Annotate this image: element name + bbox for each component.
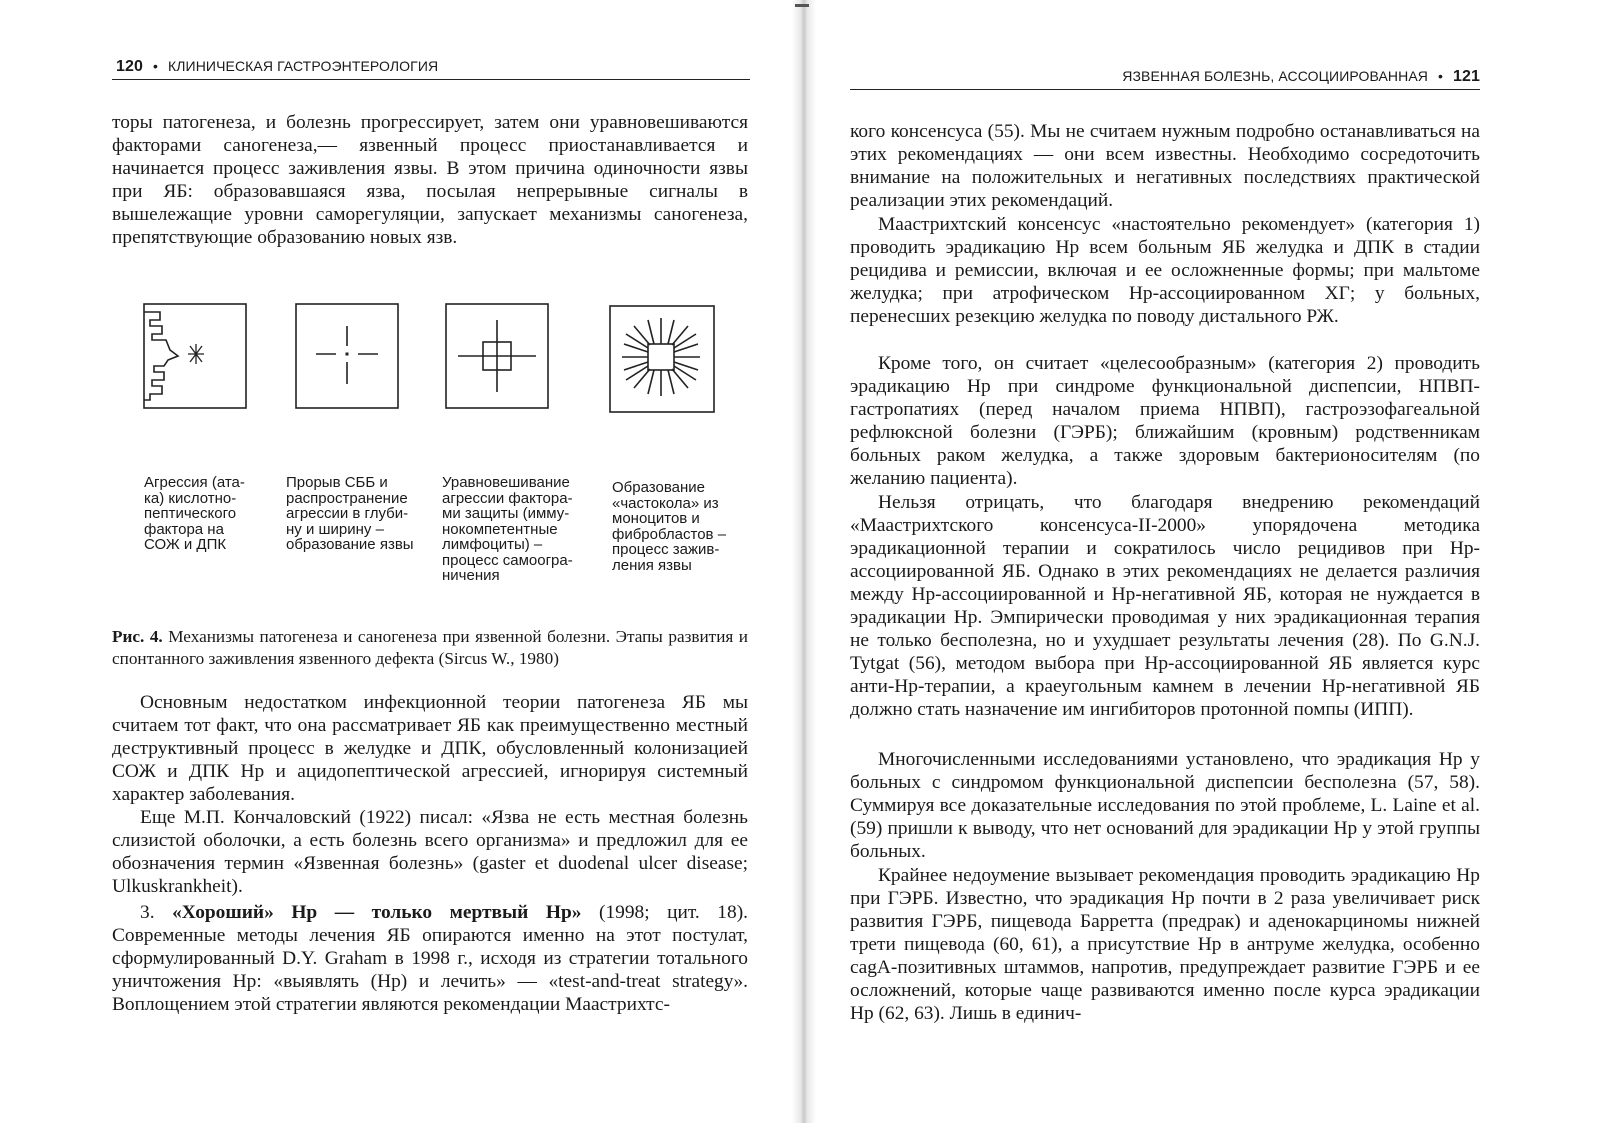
header-bullet: • (1437, 68, 1443, 84)
right-paragraph-3: Кроме того, он считает «целесообразным» (категория 2) проводить эрадикацию Нр при синдроме функциональной диспепсии, НПВП-гастропатиях (перед началом приема НПВП), гастроэзофагеальной рефлюксной болезни (ГЭРБ); ближайшим (кровным) родственникам больных раком желудка, а также здоровым бактерионосителям (по желанию пациента). (850, 353, 1480, 489)
left-header-title: КЛИНИЧЕСКАЯ ГАСТРОЭНТЕРОЛОГИЯ (168, 58, 439, 74)
left-paragraph-2: Еще М.П. Кончаловский (1922) писал: «Язва не есть местная болезнь слизистой оболочки, а есть болезнь всего организма» и предложил для ее обозначения термин «Язвенная болезнь» (gaster et duodenal ulcer disease; Ulkuskrankheit). (112, 807, 748, 897)
left-paragraph-1: Основным недостатком инфекционной теории патогенеза ЯБ мы считаем тот факт, что она рассматривает ЯБ как преимущественно местный деструктивный процесс в желудке и ДПК, обусловленный колонизацией СОЖ и ДПК Нр и ацидопептической агрессией, игнорируя системный характер заболевания. (112, 692, 748, 805)
right-running-header (1122, 68, 1480, 86)
left-header-rule (112, 79, 750, 80)
stage-2-frame (296, 304, 398, 408)
section-text: (1998; цит. 18). Современные методы лечения ЯБ опираются именно на этот постулат, сформулированный D.Y. Graham в 1998 г., исходя из стратегии тотального уничтожения Нр: «выявлять (Нр) и лечить» — «test-and-treat strategy». Воплощением этой стратегии являются рекомендации Маастрихтс- (112, 902, 749, 1015)
balance-cross (458, 320, 536, 392)
section-number: 3. (140, 902, 173, 923)
left-page (112, 0, 748, 1123)
right-paragraph-6: Крайнее недоумение вызывает рекомендация проводить эрадикацию Нр при ГЭРБ. Известно, что эрадикация Нр почти в 2 раза увеличивает риск развития ГЭРБ, пищевода Барретта (предрак) и аденокарциномы нижней трети пищевода (60, 61), а присутствие Нр в антруме желудка, особенно cagA-позитивных штаммов, напротив, предупреждает развитие ГЭРБ и ее осложнений, которые чаще развиваются именно после курса эрадикации Нр (62, 63). Лишь в единич- (850, 865, 1480, 1024)
left-paragraph-3 (112, 901, 748, 1016)
book-gutter (792, 0, 816, 1123)
stage-4-frame (610, 306, 714, 412)
figure-caption-stage-3: Уравновешивание агрессии фактора- ми защиты (имму- нокомпетентные лимфоциты) – процесс самоогра- ничения (442, 474, 573, 584)
right-page-number: 121 (1453, 68, 1480, 85)
right-page (850, 0, 1480, 1123)
figure-caption-stage-4: Образование «частокола» из моноцитов и фибробластов – процесс зажив- ления язвы (612, 479, 727, 574)
figure-caption-stage-2: Прорыв СББ и распространение агрессии в глуби- ну и ширину – образование язвы (286, 474, 414, 553)
figure-caption-text: Механизмы патогенеза и саногенеза при язвенной болезни. Этапы развития и спонтанного заживления язвенного дефекта (Sircus W., 1980) (112, 627, 749, 668)
right-header-rule (850, 89, 1480, 90)
right-header-title: ЯЗВЕННАЯ БОЛЕЗНЬ, АССОЦИИРОВАННАЯ (1122, 68, 1428, 84)
left-page-number: 120 (116, 58, 143, 75)
figure-4-caption (112, 626, 748, 670)
figure-label: Рис. 4. (112, 627, 163, 646)
aggression-star (188, 344, 204, 364)
palisade-box (648, 344, 674, 370)
figure-4-diagrams (140, 300, 720, 420)
left-running-header (116, 58, 438, 76)
ulcer-stages-diagram (140, 300, 720, 420)
palisade-rays (622, 318, 700, 396)
right-paragraph-4: Нельзя отрицать, что благодаря внедрению рекомендаций «Маастрихтского консенсуса-II-2000» упорядочена методика эрадикационной терапии и сократилось число рецидивов при Нр-ассоциированной ЯБ. Однако в этих рекомендациях не делается различия между Нр-ассоциированной и Нр-негативной ЯБ, которая не нуждается в эрадикации Нр. Эмпирически проводимая у них эрадикационная терапия не только бесполезна, но и ухудшает результаты лечения (28). По G.N.J. Tytgat (56), методом выбора при Нр-ассоциированной ЯБ является курс анти-Нр-терапии, а краеугольным камнем в лечении Нр-негативной ЯБ должно стать назначение им ингибиторов протонной помпы (ИПП). (850, 492, 1480, 720)
header-bullet: • (153, 58, 159, 74)
right-paragraph-2: Маастрихтский консенсус «настоятельно рекомендует» (категория 1) проводить эрадикацию Нр всем больным ЯБ желудка и ДПК в стадии рецидива и ремиссии, включая и ее осложненные формы; при мальтоме желудка; при атрофическом Нр-ассоциированном ХГ; у больных, перенесших резекцию желудка по поводу дистального РЖ. (850, 214, 1480, 327)
figure-caption-stage-1: Агрессия (ата- ка) кислотно- пептического фактора на СОЖ и ДПК (144, 474, 245, 553)
gutter-mark (795, 4, 809, 7)
left-paragraph-continued: торы патогенеза, и болезнь прогрессирует, затем они уравновешиваются факторами саногенеза,— язвенный процесс приостанавливается и начинается процесс заживления язвы. В этом причина одиночности язвы при ЯБ: образовавшаяся язва, посылая непрерывные сигналы в вышележащие уровни саморегуляции, запускает механизмы саногенеза, препятствующие образованию новых язв. (112, 112, 748, 248)
mucosa-edge (144, 312, 178, 400)
right-paragraph-5: Многочисленными исследованиями установлено, что эрадикация Нр у больных с синдромом функциональной диспепсии бесполезна (57, 58). Суммируя все доказательные исследования по этой проблеме, L. Laine et al. (59) пришли к выводу, что нет оснований для эрадикации Нр у этой группы больных. (850, 749, 1480, 862)
right-paragraph-1: кого консенсуса (55). Мы не считаем нужным подробно останавливаться на этих рекомендациях — они всем известны. Необходимо сосредоточить внимание на положительных и негативных последствиях практической реализации этих рекомендаций. (850, 121, 1480, 211)
section-heading: «Хороший» Нр — только мертвый Нр» (172, 902, 582, 923)
